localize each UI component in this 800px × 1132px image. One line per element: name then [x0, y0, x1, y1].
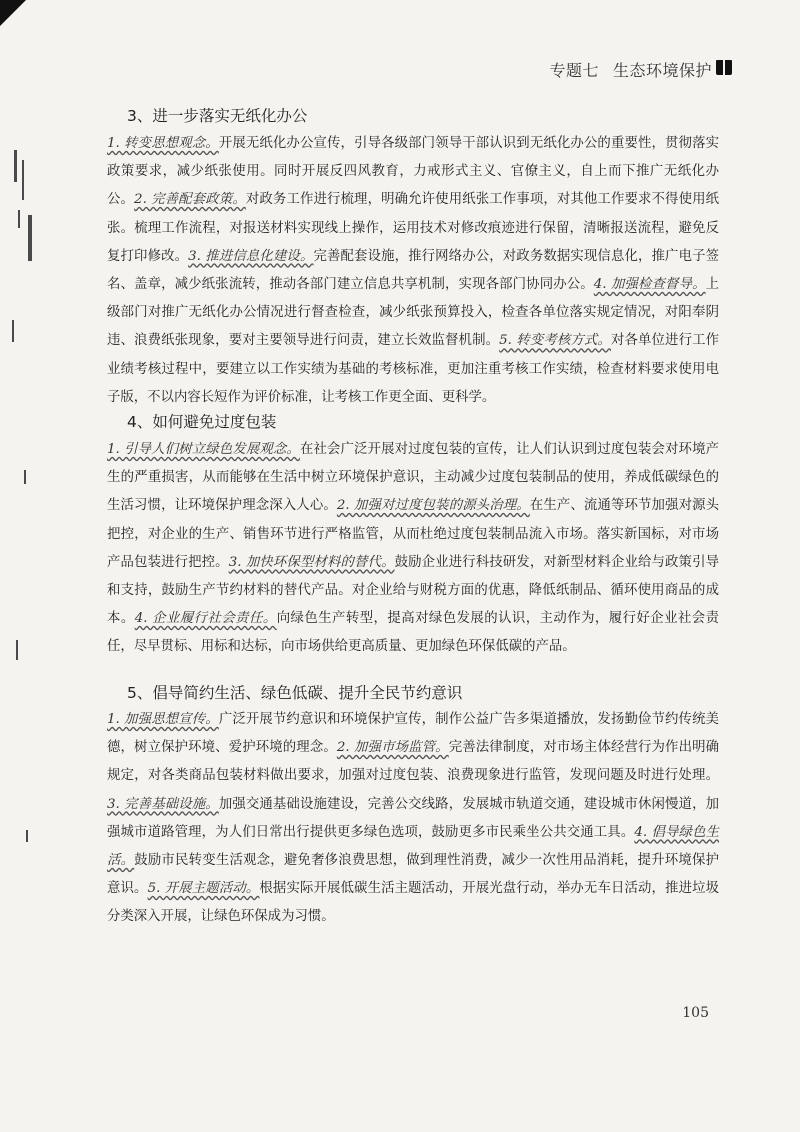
section-body-5 — [107, 706, 719, 932]
point-heading: 1. 转变思想观念。 — [107, 136, 219, 151]
point-heading: 3. 推进信息化建设。 — [188, 248, 314, 264]
point-heading: 1. 引导人们树立绿色发展观念。 — [107, 442, 300, 457]
point-heading: 2. 完善配套政策。 — [134, 192, 246, 208]
point-text: 对政务工作进行梳理，明确允许使用纸张工作事项，对其他工作要求不得使用纸张。梳理工作流程，对报送材料实现线上操作，运用技术对修改痕迹进行保留，清晰报送流程，避免反复打印修改。 — [107, 192, 719, 264]
section-body-4 — [107, 436, 719, 662]
point-text: 对各单位进行工作业绩考核过程中，要建立以工作实绩为基础的考核标准，更加注重考核工作实绩，检查材料要求使用电子版，不以内容长短作为评价标准，让考核工作更全面、更科学。 — [107, 333, 720, 405]
scan-corner-mark — [0, 0, 26, 26]
chapter-label: 专题七 — [549, 61, 599, 80]
point-heading: 4. 倡导绿色生活。 — [107, 824, 719, 869]
section-title-4: 4、如何避免过度包装 — [127, 413, 277, 431]
point-heading: 3. 完善基础设施。 — [107, 796, 219, 812]
point-text: 在生产、流通等环节加强对源头把控，对企业的生产、销售环节进行严格监管，从而杜绝过度包装制品流入市场。落实新国标，对市场产品包装进行把控。 — [107, 498, 719, 570]
point-heading: 2. 加强对过度包装的源头治理。 — [336, 498, 530, 514]
point-text: 加强交通基础设施建设，完善公交线路，发展城市轨道交通，建设城市休闲慢道，加强城市道路管理，为人们日常出行提供更多绿色选项，鼓励更多市民乘坐公共交通工具。 — [107, 796, 719, 840]
point-text: 向绿色生产转型，提高对绿色发展的认识，主动作为，履行好企业社会责任，尽早贯标、用标和达标，向市场供给更高质量、更加绿色环保低碳的产品。 — [107, 611, 720, 655]
point-heading: 5. 转变考核方式。 — [499, 333, 611, 349]
point-heading: 4. 加强检查督导。 — [593, 277, 706, 293]
running-header — [549, 58, 712, 81]
page-number: 105 — [682, 1005, 709, 1021]
point-heading: 1. 加强思想宣传。 — [107, 712, 219, 727]
point-text: 上级部门对推广无纸化办公情况进行督查检查，减少纸张预算投入，检查各单位落实规定情况，对阳奉阴违、浪费纸张现象，要对主要领导进行问责，建立长效监督机制。 — [107, 277, 719, 349]
section-title-5: 5、倡导简约生活、绿色低碳、提升全民节约意识 — [127, 684, 463, 702]
point-text: 开展无纸化办公宣传，引导各级部门领导干部认识到无纸化办公的重要性，贯彻落实政策要求，减少纸张使用。同时开展反四风教育，力戒形式主义、官僚主义，自上而下推广无纸化办公。 — [107, 136, 719, 208]
point-heading: 4. 企业履行社会责任。 — [134, 611, 277, 627]
point-heading: 3. 加快环保型材料的替代。 — [228, 554, 395, 570]
book-icon — [716, 60, 732, 75]
point-text: 根据实际开展低碳生活主题活动，开展光盘行动，举办无车日活动，推进垃圾分类深入开展，让绿色环保成为习惯。 — [107, 881, 720, 925]
point-text: 广泛开展节约意识和环境保护宣传，制作公益广告多渠道播放，发扬勤俭节约传统美德，树立保护环境、爱护环境的理念。 — [107, 712, 719, 756]
point-text: 鼓励市民转变生活观念，避免奢侈浪费思想，做到理性消费，减少一次性用品消耗，提升环境保护意识。 — [107, 853, 720, 897]
point-heading: 5. 开展主题活动。 — [147, 881, 260, 897]
point-text: 完善法律制度，对市场主体经营行为作出明确规定，对各类商品包装材料做出要求，加强对过度包装、浪费现象进行监管，发现问题及时进行处理。 — [107, 740, 720, 784]
section-body-3 — [107, 130, 719, 412]
topic-label: 生态环境保护 — [612, 61, 712, 80]
section-title-3: 3、进一步落实无纸化办公 — [127, 107, 308, 125]
point-text: 完善配套设施，推行网络办公，对政务数据实现信息化，推广电子签名、盖章，减少纸张流转，推动各部门建立信息共享机制，实现各部门协同办公。 — [107, 248, 720, 293]
point-text: 鼓励企业进行科技研发，对新型材料企业给与政策引导和支持，鼓励生产节约材料的替代产品。对企业给与财税方面的优惠，降低纸制品、循环使用商品的成本。 — [107, 554, 719, 627]
point-heading: 2. 加强市场监管。 — [336, 740, 449, 756]
binding-gutter-marks — [0, 140, 36, 960]
point-text: 在社会广泛开展对过度包装的宣传，让人们认识到过度包装会对环境产生的严重损害，从而能够在生活中树立环境保护意识，主动减少过度包装制品的使用，养成低碳绿色的生活习惯，让环境保护理念深入人心。 — [107, 442, 719, 514]
